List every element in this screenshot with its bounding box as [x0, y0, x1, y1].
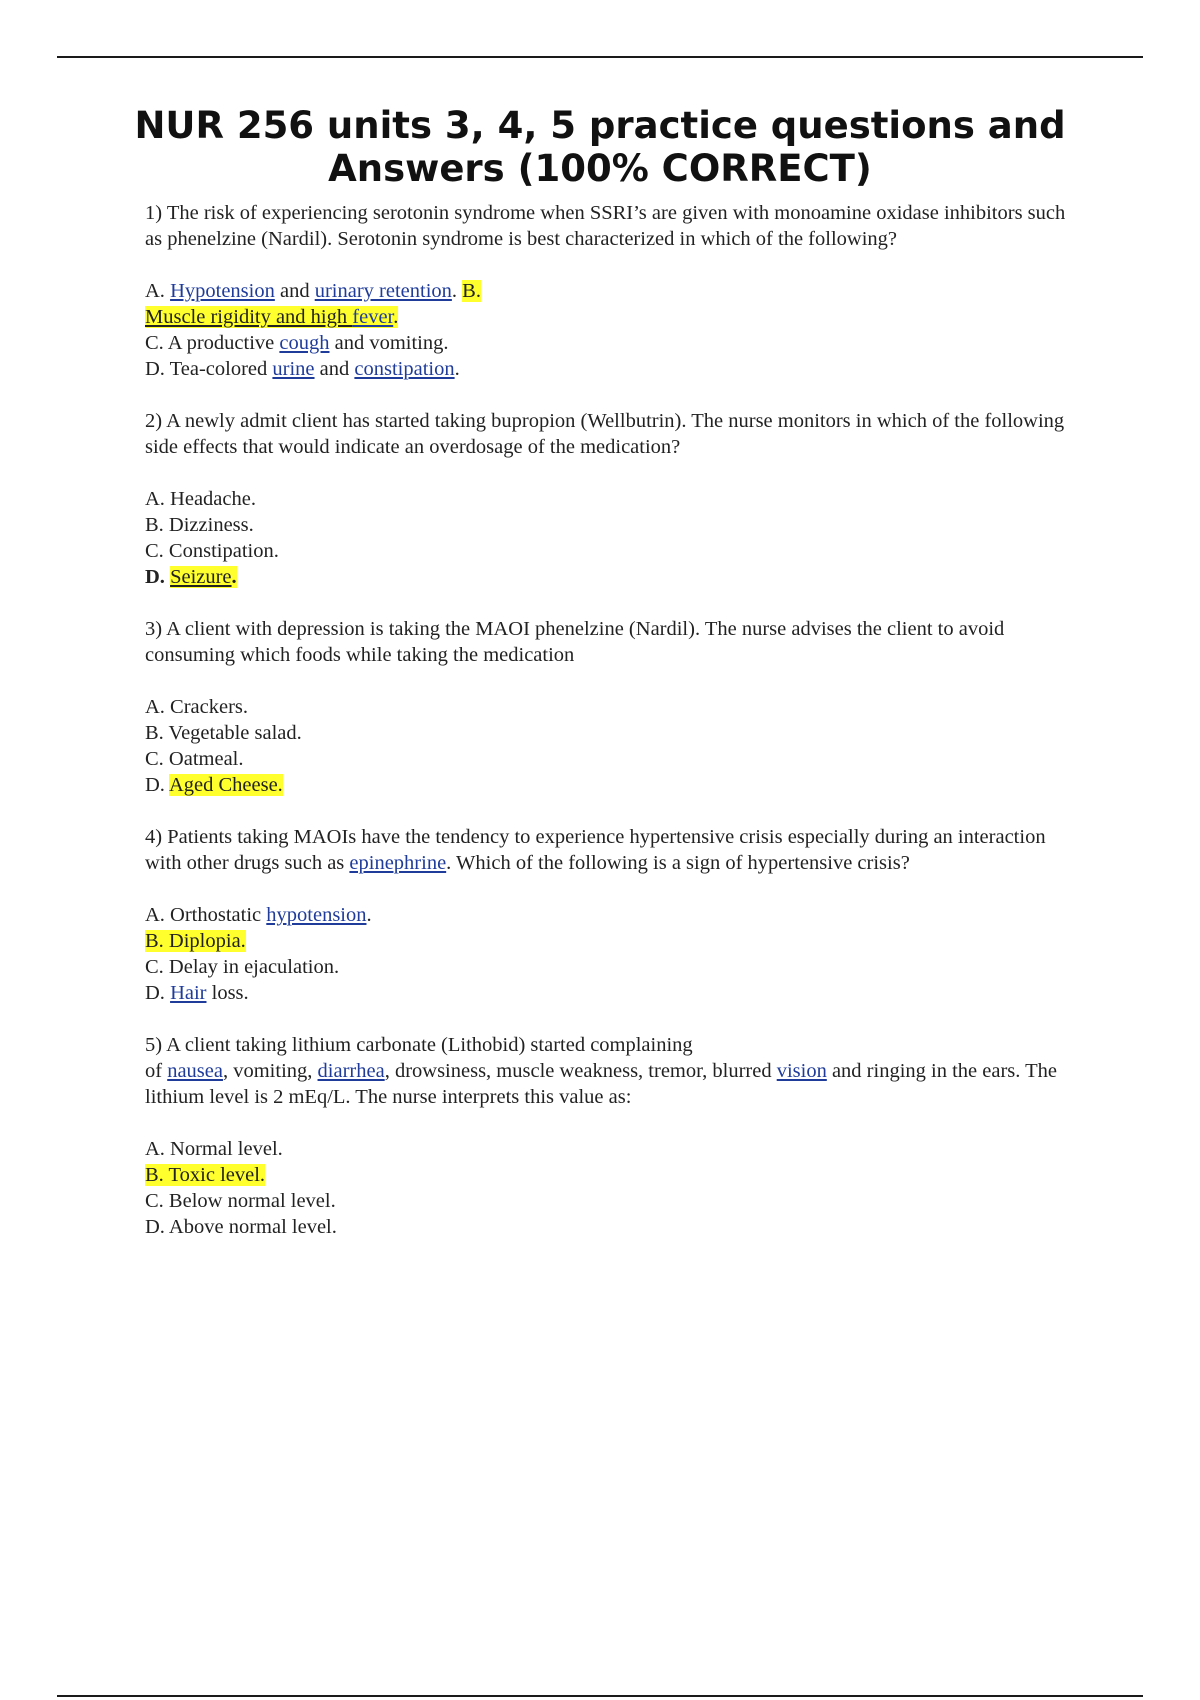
link-urinary-retention[interactable]: urinary retention — [314, 280, 452, 302]
option-1a: A. Hypotension and urinary retention. B. — [145, 280, 481, 302]
option-3d-answer: Aged Cheese. — [168, 774, 283, 796]
option-5d: D. Above normal level. — [145, 1216, 337, 1238]
option-3b: B. Vegetable salad. — [145, 722, 302, 744]
link-constipation[interactable]: constipation — [354, 358, 455, 380]
option-4d: D. Hair loss. — [145, 982, 249, 1004]
option-2c: C. Constipation. — [145, 540, 279, 562]
question-3-options — [145, 694, 1075, 798]
question-1-options — [145, 278, 1075, 382]
link-hypotension[interactable]: Hypotension — [170, 280, 275, 302]
question-2-options — [145, 486, 1075, 590]
option-4c: C. Delay in ejaculation. — [145, 956, 340, 978]
document-title — [60, 104, 1140, 190]
option-1b-label: B. — [462, 280, 481, 302]
question-5-options — [145, 1136, 1075, 1240]
link-fever[interactable]: fever — [352, 306, 394, 328]
link-epinephrine[interactable]: epinephrine — [349, 852, 447, 874]
option-4a: A. Orthostatic hypotension. — [145, 904, 372, 926]
question-1: 1) The risk of experiencing serotonin syndrome when SSRI’s are given with monoamine oxidase inhibitors such as phenelzine (Nardil). Serotonin syndrome is best characterized in which of the following? — [145, 202, 1066, 250]
option-2b: B. Dizziness. — [145, 514, 254, 536]
link-vision[interactable]: vision — [776, 1060, 827, 1082]
option-3c: C. Oatmeal. — [145, 748, 244, 770]
bottom-rule — [57, 1695, 1143, 1697]
question-4: 4) Patients taking MAOIs have the tendency to experience hypertensive crisis especially during an interaction with other drugs such as epinephrine. Which of the following is a sign of hypertensive crisis? — [145, 826, 1046, 874]
option-4b — [145, 928, 1075, 954]
option-5a: A. Normal level. — [145, 1138, 283, 1160]
title-line-2: Answers (100% CORRECT) — [328, 147, 872, 190]
question-3: 3) A client with depression is taking the MAOI phenelzine (Nardil). The nurse advises the client to avoid consuming which foods while taking the medication — [145, 618, 1005, 666]
option-2d: D. Seizure. — [145, 566, 237, 588]
option-3a: A. Crackers. — [145, 696, 249, 718]
option-3d: D. Aged Cheese. — [145, 774, 283, 796]
option-1c: C. A productive cough and vomiting. — [145, 332, 449, 354]
link-hair[interactable]: Hair — [170, 982, 207, 1004]
link-cough[interactable]: cough — [279, 332, 330, 354]
link-urine[interactable]: urine — [272, 358, 315, 380]
option-4b-answer: B. Diplopia. — [145, 930, 246, 952]
link-hypotension-2[interactable]: hypotension — [266, 904, 367, 926]
link-diarrhea[interactable]: diarrhea — [317, 1060, 385, 1082]
option-5b-answer: B. Toxic level. — [145, 1164, 266, 1186]
question-2: 2) A newly admit client has started taking bupropion (Wellbutrin). The nurse monitors in which of the following side effects that would indicate an overdosage of the medication? — [145, 410, 1065, 458]
title-line-1: NUR 256 units 3, 4, 5 practice questions and — [134, 104, 1066, 147]
document-body — [145, 200, 1075, 1266]
option-5b — [145, 1162, 1075, 1188]
option-1b-answer: Muscle rigidity and high fever. — [145, 306, 399, 328]
question-4-options — [145, 902, 1075, 1006]
option-2a: A. Headache. — [145, 488, 256, 510]
question-5: 5) A client taking lithium carbonate (Lithobid) started complaining of nausea, vomiting, diarrhea, drowsiness, muscle weakness, tremor, blurred vision and ringing in the ears. The lithium level is 2 mEq/L. The nurse interprets this value as: — [145, 1034, 1058, 1108]
top-rule — [57, 56, 1143, 58]
link-nausea[interactable]: nausea — [167, 1060, 223, 1082]
option-5c: C. Below normal level. — [145, 1190, 336, 1212]
option-2d-answer: Seizure. — [170, 566, 237, 588]
option-1d: D. Tea-colored urine and constipation. — [145, 358, 460, 380]
